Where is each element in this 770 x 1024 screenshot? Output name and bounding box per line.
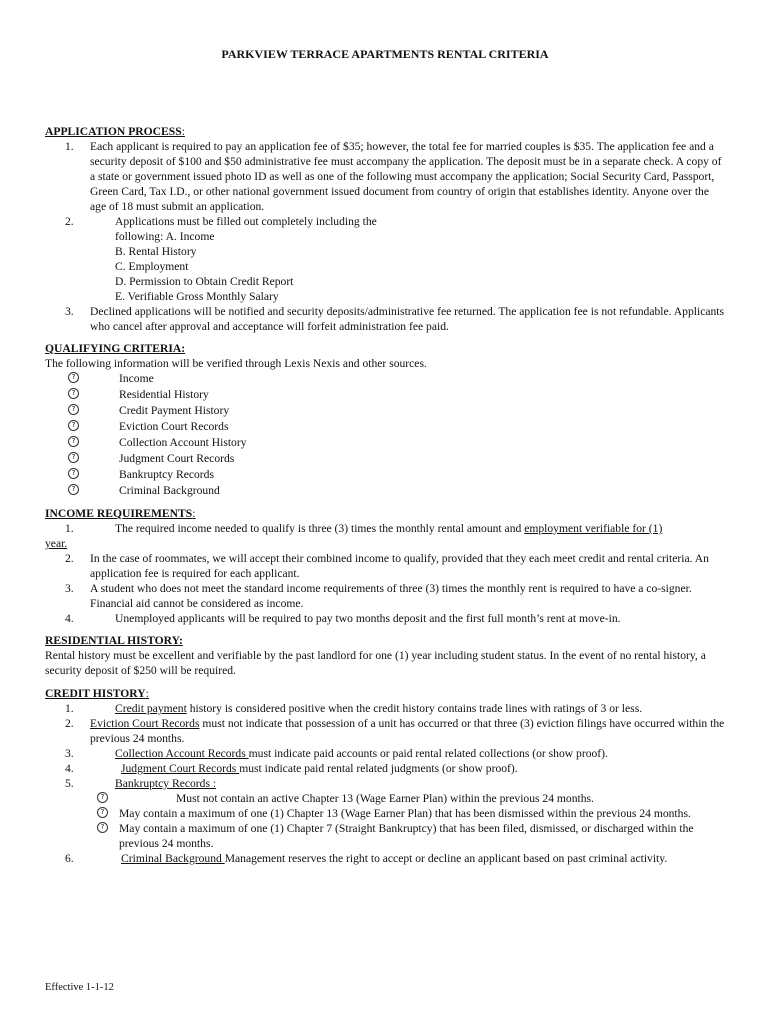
circle-question-icon: ? bbox=[97, 822, 108, 833]
list-item: ? Residential History bbox=[45, 387, 725, 403]
list-item: 4. Judgment Court Records must indicate paid rental related judgments (or show proof). bbox=[65, 762, 518, 775]
income-section: INCOME REQUIREMENTS: 1. The required income needed to qualify is three (3) times the monthly rental amount and employment verifiable for (1) year. 2. In the case of roommates, we will accept their combined income to qualify, provided that they each meet credit and rental criteria. An application fee is required for each applicant. 3. A student who does not meet the standard income requirements of three (3) times the monthly rent is required to have a co-signer. Financial aid cannot be considered as income. 4. Unemployed applicants will be required to pay two months deposit and the first full month’s rent at move-in. bbox=[45, 506, 725, 626]
effective-date: Effective 1-1-12 bbox=[45, 982, 114, 993]
list-item: 1. Each applicant is required to pay an application fee of $35; however, the total fee for married couples is $35. The application fee and a security deposit of $100 and $50 administrative fee must accompany the application. The deposit must be in a separate check. A copy of a state or government issued photo ID as well as one of the following must accompany the application; Social Security Card, Passport, Green Card, Tax I.D., or other national government issued document from country of origin that establishes identity. Anyone over the age of 18 must submit an application. bbox=[65, 140, 722, 213]
list-item: ? May contain a maximum of one (1) Chapter 7 (Straight Bankruptcy) that has been filed, dismissed, or discharged within the previous 24 months. bbox=[45, 821, 725, 851]
list-item: 4. Unemployed applicants will be required to pay two months deposit and the first full month’s rent at move-in. bbox=[65, 612, 621, 625]
qualifying-section bbox=[45, 341, 725, 499]
application-section: APPLICATION PROCESS: 1. Each applicant is required to pay an application fee of $35; however, the total fee for married couples is $35. The application fee and a security deposit of $100 and $50 administrative fee must accompany the application. The deposit must be in a separate check. A copy of a state or government issued photo ID as well as one of the following must accompany the application; Social Security Card, Passport, Green Card, Tax I.D., or other national government issued document from country of origin that establishes identity. Anyone over the age of 18 must submit an application. 2. Applications must be filled out completely including the following: A. Income B. Rental History C. Employment D. Permission to Obtain Credit Report E. Verifiable Gross Monthly Salary 3. Declined applications will be notified and security deposits/administrative fee returned. The application fee is not refundable. Applicants who cancel after approval and acceptance will forfeit administration fee paid. bbox=[45, 125, 725, 333]
circle-question-icon: ? bbox=[68, 372, 79, 383]
list-item: 2. In the case of roommates, we will accept their combined income to qualify, provided that they each meet credit and rental criteria. An application fee is required for each applicant. bbox=[65, 552, 709, 580]
circle-question-icon: ? bbox=[97, 792, 108, 803]
residential-heading: RESIDENTIAL HISTORY: bbox=[45, 634, 183, 647]
circle-question-icon: ? bbox=[68, 452, 79, 463]
circle-question-icon: ? bbox=[68, 404, 79, 415]
sublist: B. Rental History C. Employment D. Permission to Obtain Credit Report E. Verifiable Gross Monthly Salary bbox=[115, 245, 294, 303]
credit-heading: CREDIT HISTORY: bbox=[45, 687, 149, 700]
list-item: ? Eviction Court Records bbox=[45, 419, 725, 435]
list-item: ? Credit Payment History bbox=[45, 403, 725, 419]
circle-question-icon: ? bbox=[68, 468, 79, 479]
list-item: 5. Bankruptcy Records : bbox=[65, 777, 217, 790]
application-heading: APPLICATION PROCESS: bbox=[45, 125, 185, 138]
list-item: ? Must not contain an active Chapter 13 (Wage Earner Plan) within the previous 24 months. bbox=[45, 791, 725, 806]
list-item: ? May contain a maximum of one (1) Chapter 13 (Wage Earner Plan) that has been dismissed within the previous 24 months. bbox=[45, 806, 725, 821]
list-item: ? Income bbox=[45, 371, 725, 387]
list-item: 3. Collection Account Records must indicate paid accounts or paid rental related collections (or show proof). bbox=[65, 747, 608, 760]
list-item: ? Criminal Background bbox=[45, 483, 725, 499]
circle-question-icon: ? bbox=[68, 436, 79, 447]
list-item: ? Bankruptcy Records bbox=[45, 467, 725, 483]
circle-question-icon: ? bbox=[97, 807, 108, 818]
residential-text: Rental history must be excellent and verifiable by the past landlord for one (1) year including student status. In the event of no rental history, a security deposit of $250 will be required. bbox=[45, 649, 706, 677]
credit-section bbox=[45, 686, 725, 866]
circle-question-icon: ? bbox=[68, 420, 79, 431]
list-item: ? Collection Account History bbox=[45, 435, 725, 451]
list-item: 1. Credit payment history is considered positive when the credit history contains trade lines with ratings of 3 or less. bbox=[65, 702, 643, 715]
list-item: ? Judgment Court Records bbox=[45, 451, 725, 467]
income-heading: INCOME REQUIREMENTS: bbox=[45, 507, 196, 520]
list-item: 3. A student who does not meet the standard income requirements of three (3) times the monthly rent is required to have a co-signer. Financial aid cannot be considered as income. bbox=[65, 582, 692, 610]
residential-section bbox=[45, 633, 725, 678]
list-item: 1. The required income needed to qualify is three (3) times the monthly rental amount and employment verifiable for (1) bbox=[65, 522, 663, 535]
qualifying-intro: The following information will be verified through Lexis Nexis and other sources. bbox=[45, 357, 427, 370]
list-item: 6. Criminal Background Management reserves the right to accept or decline an applicant based on past criminal activity. bbox=[65, 852, 668, 865]
circle-question-icon: ? bbox=[68, 484, 79, 495]
qualifying-heading: QUALIFYING CRITERIA: bbox=[45, 342, 186, 355]
list-item: 2. Applications must be filled out completely including the bbox=[65, 215, 377, 228]
circle-question-icon: ? bbox=[68, 388, 79, 399]
list-item: 2. Eviction Court Records must not indicate that possession of a unit has occurred or that three (3) eviction filings have occurred within the previous 24 months. bbox=[65, 717, 725, 745]
page-title: PARKVIEW TERRACE APARTMENTS RENTAL CRITERIA bbox=[221, 47, 549, 61]
list-item: 3. Declined applications will be notified and security deposits/administrative fee returned. The application fee is not refundable. Applicants who cancel after approval and acceptance will forfeit administration fee paid. bbox=[65, 305, 725, 333]
